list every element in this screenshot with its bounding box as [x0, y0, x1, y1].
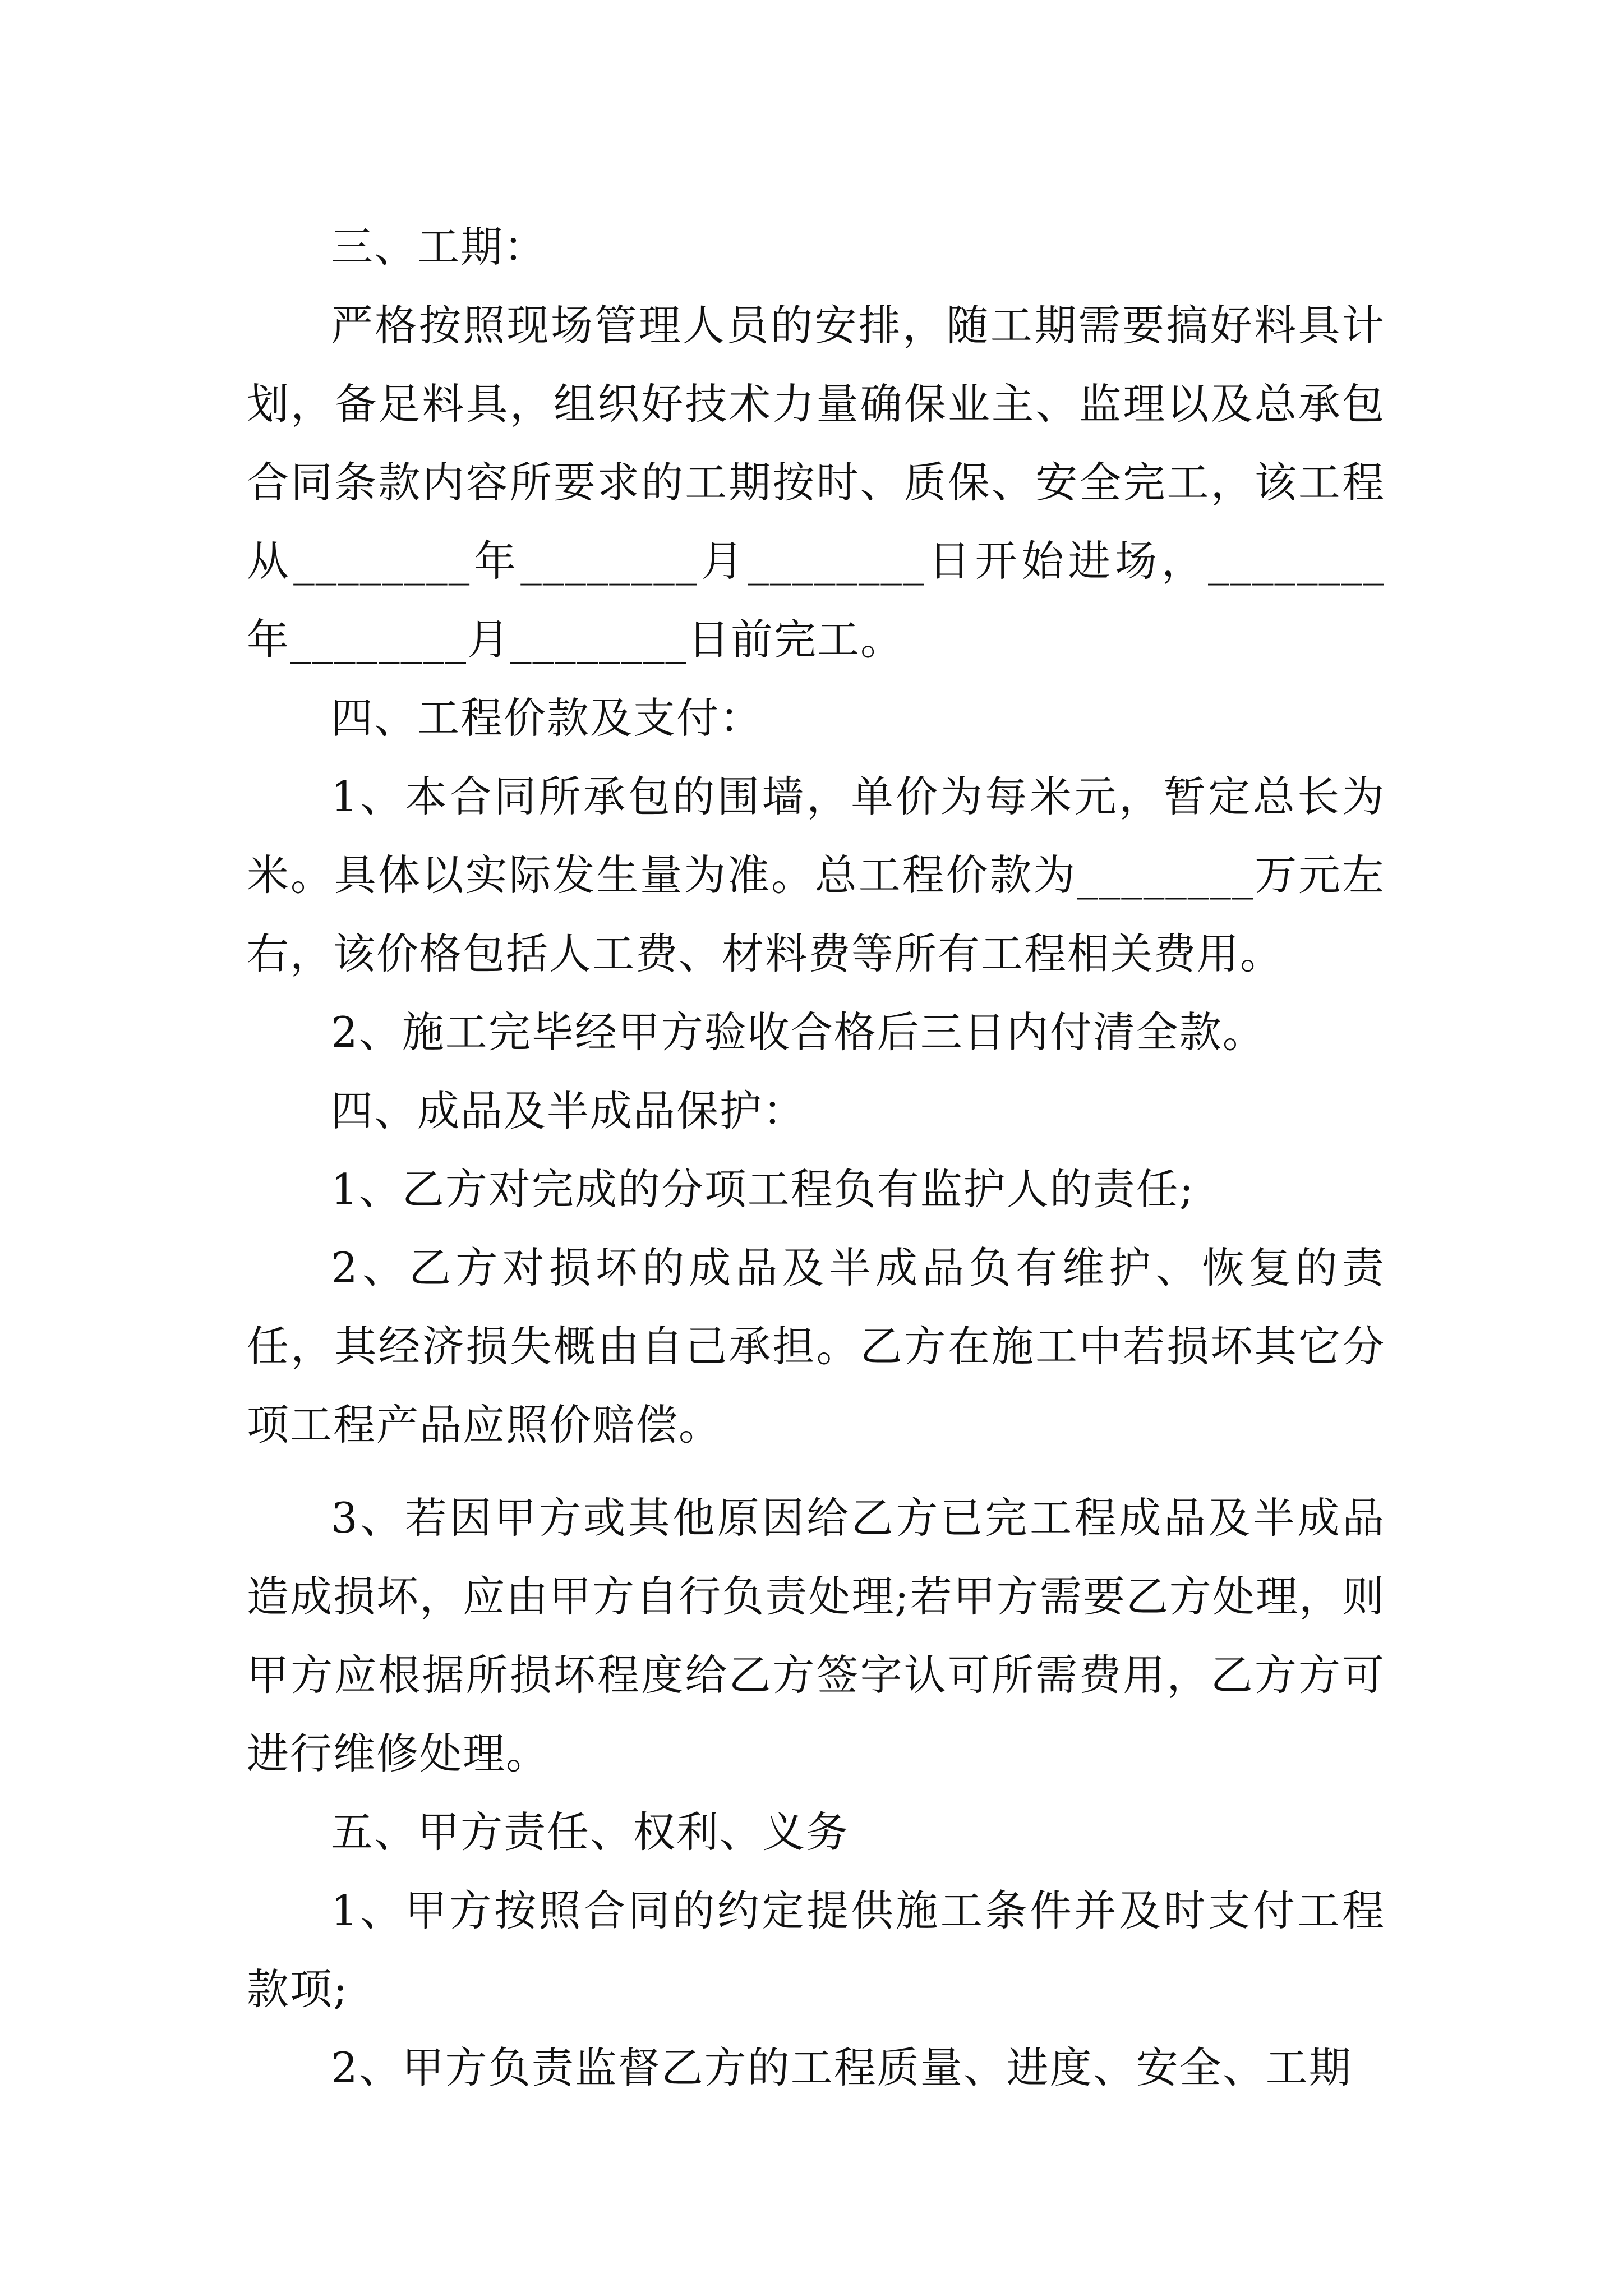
- document-body: [247, 208, 1385, 2107]
- section-heading-product-protection: 四、成品及半成品保护：: [331, 1086, 806, 1135]
- paragraph-price-item-1: 1、本合同所承包的围墙，单价为每米元，暂定总长为米。具体以实际发生量为准。总工程价款为________万元左右，该价格包括人工费、材料费等所有工程相关费用。: [247, 772, 1385, 978]
- paragraph-schedule-terms: 严格按照现场管理人员的安排，随工期需要搞好料具计划，备足料具，组织好技术力量确保业主、监理以及总承包合同条款内容所要求的工期按时、质保、安全完工，该工程从________年________月________日开始进场，________年________月________日前完工。: [247, 301, 1385, 664]
- paragraph-price-item-2: 2、施工完毕经甲方验收合格后三日内付清全款。: [331, 1007, 1266, 1057]
- paragraph-protection-item-1: 1、乙方对完成的分项工程负有监护人的责任;: [331, 1165, 1195, 1214]
- paragraph-protection-item-2: 2、乙方对损坏的成品及半成品负有维护、恢复的责任，其经济损失概由自己承担。乙方在施工中若损坏其它分项工程产品应照价赔偿。: [247, 1243, 1385, 1450]
- paragraph-party-a-item-1: 1、甲方按照合同的约定提供施工条件并及时支付工程款项;: [247, 1886, 1385, 2014]
- section-heading-schedule: 三、工期：: [331, 222, 547, 272]
- paragraph-party-a-item-2: 2、甲方负责监督乙方的工程质量、进度、安全、工期: [331, 2043, 1352, 2092]
- section-heading-price-payment: 四、工程价款及支付：: [331, 693, 763, 743]
- paragraph-protection-item-3: 3、若因甲方或其他原因给乙方已完工程成品及半成品造成损坏，应由甲方自行负责处理;若甲方需要乙方处理，则甲方应根据所损坏程度给乙方签字认可所需费用，乙方方可进行维修处理。: [247, 1493, 1385, 1778]
- section-heading-party-a-duties: 五、甲方责任、权利、义务: [331, 1807, 850, 1857]
